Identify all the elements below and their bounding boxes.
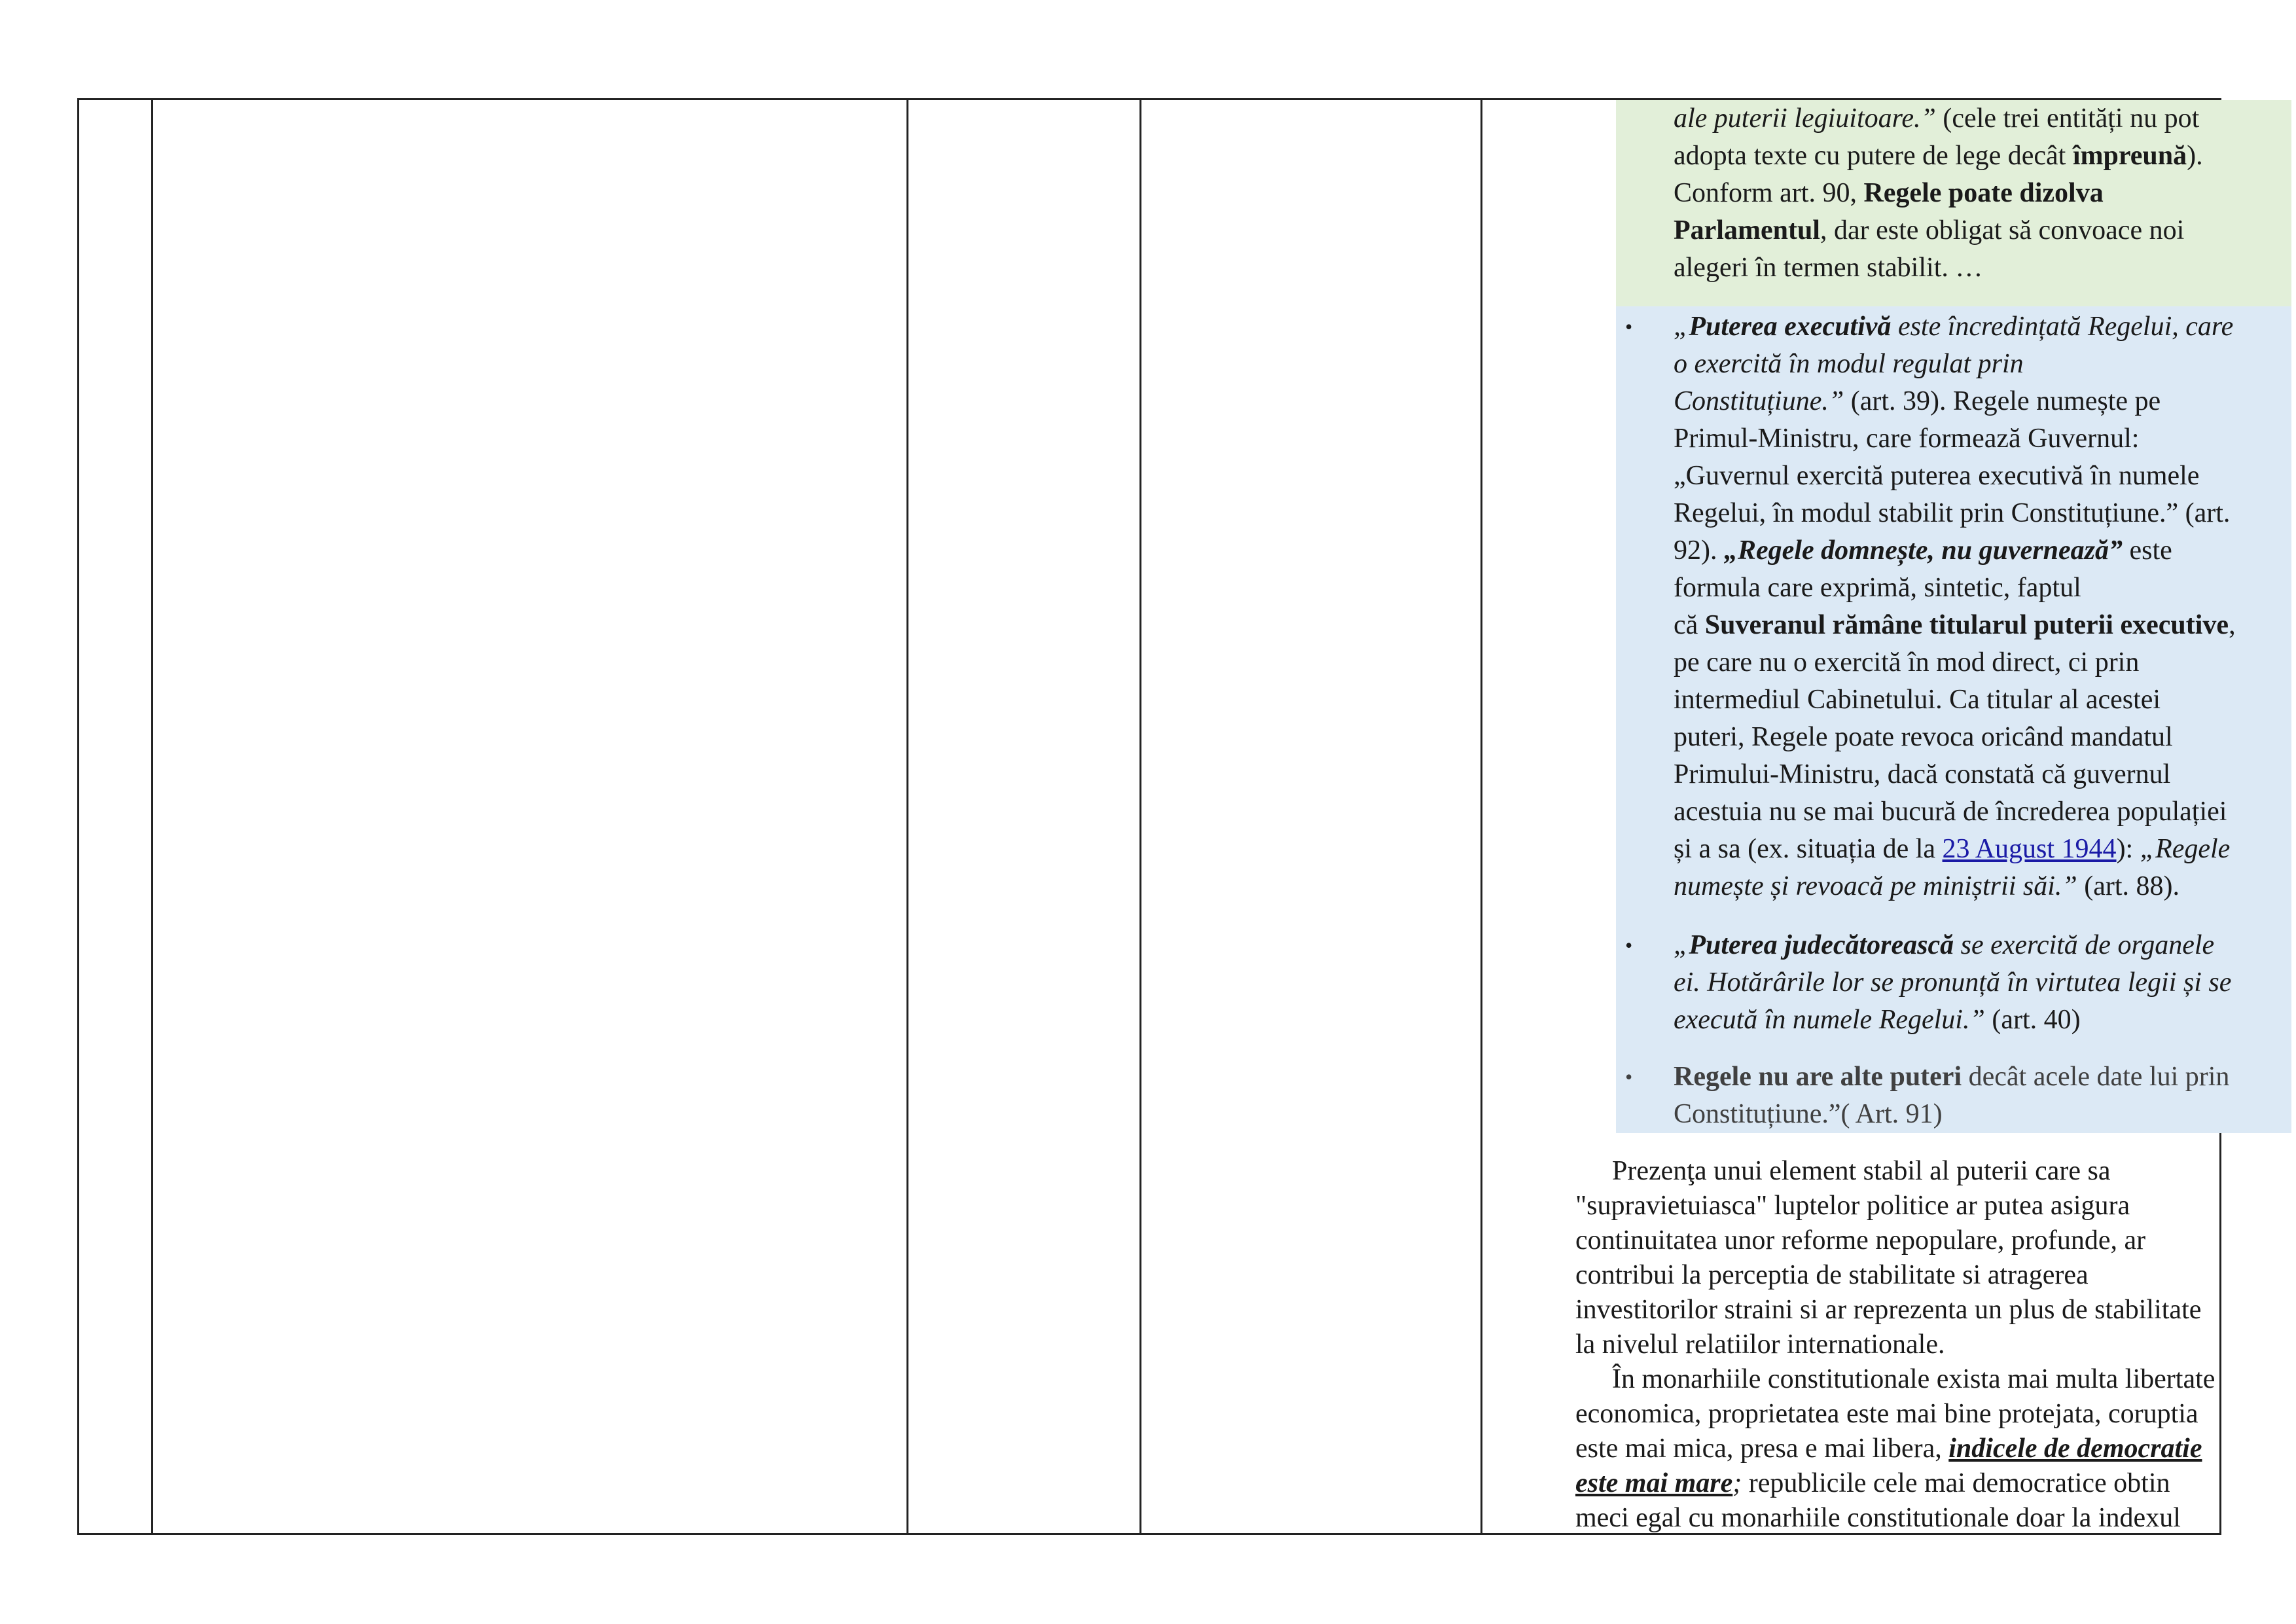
legislative-line: adopta texte cu putere de lege decât împreună). (1674, 141, 2203, 171)
executive-line: că Suveranul rămâne titularul puterii executive, (1674, 610, 2236, 640)
executive-line: 92). „Regele domnește, nu guvernează” este (1674, 535, 2172, 566)
legislative-line: ale puterii legiuitoare.” (cele trei entități nu pot (1674, 103, 2200, 134)
paragraph-line: meci egal cu monarhiile constitutionale doar la indexul (1575, 1503, 2181, 1533)
column-divider (151, 100, 153, 1533)
judicial-line: ei. Hotărârile lor se pronunță în virtutea legii și se (1674, 967, 2232, 998)
column-divider (906, 100, 908, 1533)
executive-line: și a sa (ex. situația de la 23 August 1944): „Regele (1674, 834, 2231, 864)
paragraph-line: continuitatea unor reforme nepopulare, profunde, ar (1575, 1225, 2146, 1255)
paragraph-line: este mai mica, presa e mai libera, indicele de democratie (1575, 1434, 2202, 1464)
judicial-line: execută în numele Regelui.” (art. 40) (1674, 1005, 2081, 1035)
paragraph-line: este mai mare; republicile cele mai democratice obtin (1575, 1468, 2170, 1498)
bullet-icon: • (1625, 315, 1633, 338)
executive-line: o exercită în modul regulat prin (1674, 349, 2024, 379)
date-link[interactable]: 23 August 1944 (1942, 834, 2117, 864)
content-cell (1561, 100, 2236, 1533)
legislative-line: Conform art. 90, Regele poate dizolva (1674, 178, 2104, 208)
paragraph-line: investitorilor straini si ar reprezenta un plus de stabilitate (1575, 1295, 2202, 1325)
bullet-icon: • (1625, 1065, 1633, 1089)
king-line: Regele nu are alte puteri decât acele date lui prin (1674, 1062, 2230, 1092)
paragraph-line: Prezenţa unui element stabil al puterii care sa (1612, 1156, 2111, 1186)
executive-line: pe care nu o exercită în mod direct, ci prin (1674, 647, 2140, 677)
paragraph-line: În monarhiile constitutionale exista mai multa libertate (1612, 1364, 2215, 1394)
document-table (77, 98, 2236, 1535)
legislative-line: alegeri în termen stabilit. … (1674, 253, 1983, 283)
executive-line: Primul-Ministru, care formează Guvernul: (1674, 424, 2140, 454)
column-divider (1139, 100, 1141, 1533)
executive-line: „Puterea executivă este încredințată Regelui, care (1674, 312, 2234, 342)
executive-line: numește și revoacă pe miniștrii săi.” (art. 88). (1674, 871, 2180, 901)
bullet-icon: • (1625, 933, 1633, 957)
column-divider (1480, 100, 1482, 1533)
executive-line: Constituțiune.” (art. 39). Regele numește pe (1674, 386, 2161, 416)
executive-line: „Guvernul exercită puterea executivă în numele (1674, 461, 2200, 491)
executive-line: Primului-Ministru, dacă constată că guvernul (1674, 759, 2171, 789)
executive-line: acestuia nu se mai bucură de încrederea populației (1674, 797, 2227, 827)
judicial-line: „Puterea judecătorească se exercită de organele (1674, 930, 2215, 960)
executive-line: Regelui, în modul stabilit prin Constituțiune.” (art. (1674, 498, 2231, 528)
paragraph-line: "supravietuiasca" luptelor politice ar putea asigura (1575, 1191, 2130, 1221)
paragraph-line: la nivelul relatiilor internationale. (1575, 1329, 1945, 1360)
paragraph-line: economica, proprietatea este mai bine protejata, coruptia (1575, 1399, 2198, 1429)
king-line: Constituțiune.”( Art. 91) (1674, 1099, 1943, 1129)
executive-line: intermediul Cabinetului. Ca titular al acestei (1674, 685, 2161, 715)
executive-line: puteri, Regele poate revoca oricând mandatul (1674, 722, 2173, 752)
legislative-line: Parlamentul, dar este obligat să convoace noi (1674, 215, 2185, 245)
executive-line: formula care exprimă, sintetic, faptul (1674, 573, 2081, 603)
paragraph-line: contribui la perceptia de stabilitate si atragerea (1575, 1260, 2089, 1290)
